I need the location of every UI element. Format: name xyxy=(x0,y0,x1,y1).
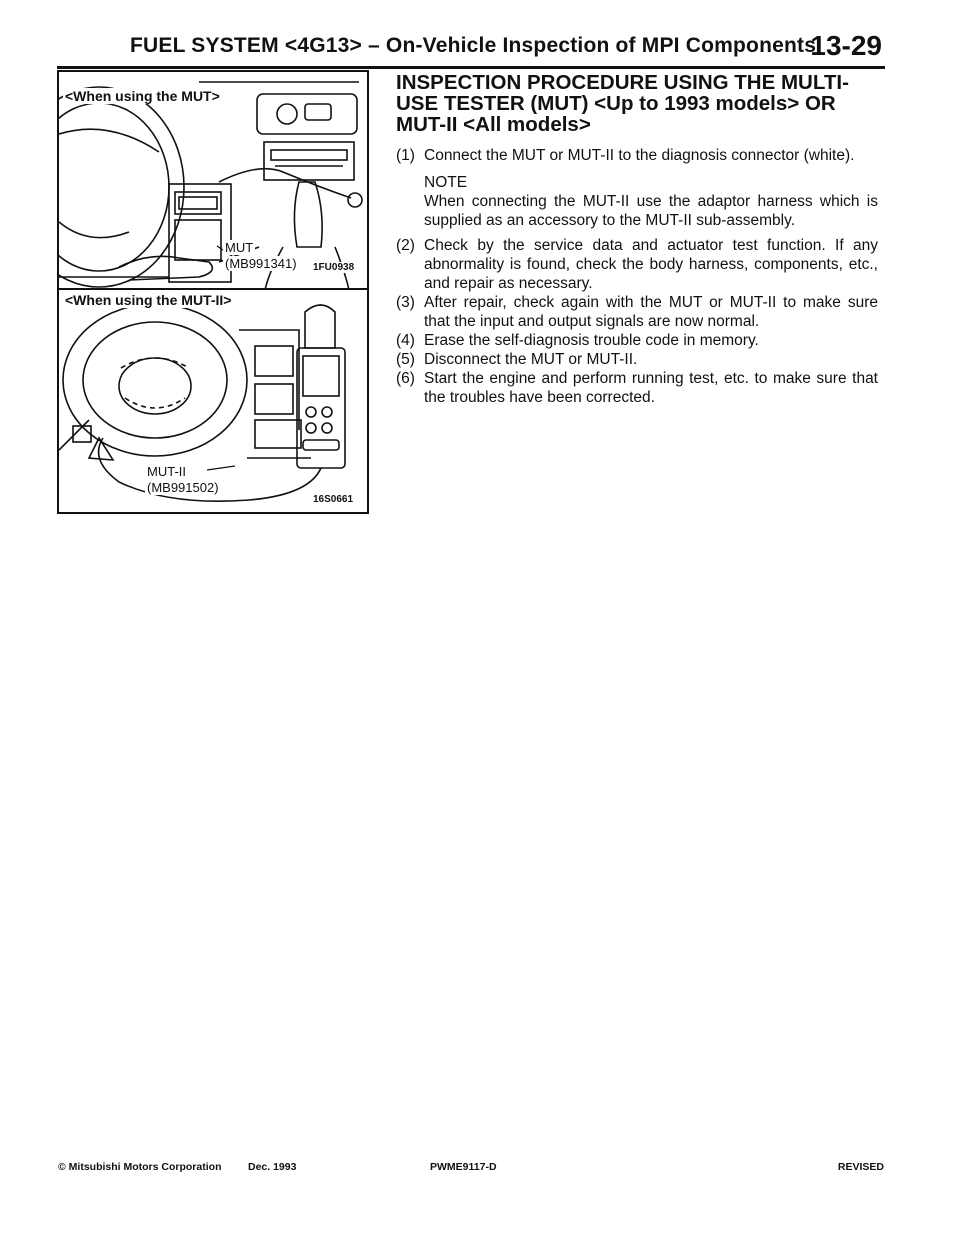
mut-illustration-panel xyxy=(57,70,369,294)
mut2-connection-drawing xyxy=(59,290,367,512)
mut2-tool-label: MUT-II xyxy=(147,464,186,479)
mut-connection-drawing xyxy=(59,72,367,292)
step-text: Connect the MUT or MUT-II to the diagnosis connector (white). xyxy=(424,147,855,164)
procedure-step xyxy=(396,236,878,293)
footer-copyright: © Mitsubishi Motors Corporation xyxy=(58,1161,222,1173)
mut-part-number: (MB991341) xyxy=(225,256,297,271)
procedure-step xyxy=(396,350,878,369)
step-text: Check by the service data and actuator test function. If any abnormality is found, check the body harness, components, etc., and repair as necessary. xyxy=(424,237,878,292)
note-label: NOTE xyxy=(424,174,468,191)
mut2-caption: <When using the MUT-II> xyxy=(65,292,232,308)
procedure-title: INSPECTION PROCEDURE USING THE MULTI-USE TESTER (MUT) <Up to 1993 models> OR MUT-II <All models> xyxy=(396,71,849,136)
step-number: (1) xyxy=(396,147,415,164)
procedure-section xyxy=(396,72,878,407)
step-number: (3) xyxy=(396,294,415,311)
footer-document-code: PWME9117-D xyxy=(430,1161,497,1173)
mut-tool-label: MUT xyxy=(225,240,254,255)
page-number: 13-29 xyxy=(810,30,882,61)
step-number: (2) xyxy=(396,237,415,254)
header-rule xyxy=(57,66,885,69)
step-text: After repair, check again with the MUT or MUT-II to make sure that the input and output signals are now normal. xyxy=(424,294,878,330)
note-text: When connecting the MUT-II use the adaptor harness which is supplied as an accessory to the MUT-II sub-assembly. xyxy=(424,193,878,229)
step-note xyxy=(424,173,878,230)
mut2-figure-code: 16S0661 xyxy=(313,494,354,505)
step-number: (6) xyxy=(396,370,415,387)
procedure-step xyxy=(396,331,878,350)
step-text: Disconnect the MUT or MUT-II. xyxy=(424,351,638,368)
footer-date: Dec. 1993 xyxy=(248,1161,297,1173)
step-text: Erase the self-diagnosis trouble code in memory. xyxy=(424,332,759,349)
procedure-steps xyxy=(396,146,878,407)
footer-revision-status: REVISED xyxy=(837,1161,884,1173)
procedure-step xyxy=(396,293,878,331)
illustration-figure xyxy=(57,70,369,514)
page-header xyxy=(130,30,882,66)
procedure-step xyxy=(396,146,878,230)
mut2-illustration-panel xyxy=(57,288,369,514)
mut-caption: <When using the MUT> xyxy=(65,88,220,104)
step-number: (4) xyxy=(396,332,415,349)
section-title: FUEL SYSTEM <4G13> – On-Vehicle Inspection of MPI Components xyxy=(130,34,817,57)
mut2-part-number: (MB991502) xyxy=(147,480,219,495)
mut-figure-code: 1FU0938 xyxy=(313,262,355,273)
step-text: Start the engine and perform running test, etc. to make sure that the troubles have been corrected. xyxy=(424,370,878,406)
procedure-step xyxy=(396,369,878,407)
step-number: (5) xyxy=(396,351,415,368)
